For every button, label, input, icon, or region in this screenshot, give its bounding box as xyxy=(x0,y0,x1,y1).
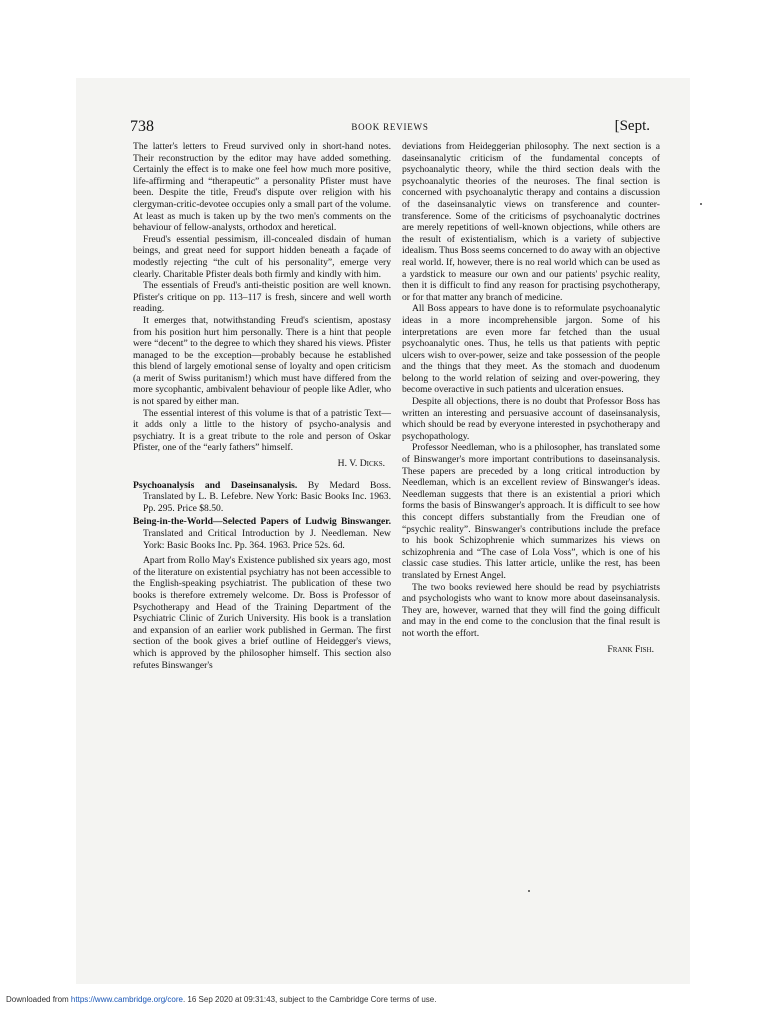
book-reference xyxy=(133,480,391,515)
core-link[interactable]: https://www.cambridge.org/core xyxy=(70,995,183,1004)
paragraph: The two books reviewed here should be read by psychiatrists and psychologists who want to know more about daseinsanalysis. They are, however, warned that they will find the going difficult and may in the end come to the conclusion that the final result is not worth the effort. xyxy=(402,581,660,639)
paragraph: deviations from Heideggerian philosophy. The next section is a daseinsanalytic criticism of the fundamental concepts of psychoanalytic theory, while the third section deals with the psychoanalytic theories of the neuroses. The final section is concerned with psychoanalytic therapy and contains a discussion of the daseinsanalytic views on transference and counter-transference. Some of the criticisms of psychoanalytic doctrines are merely repetitions of well-known objections, while others are the result of existentialism, which is a variety of subjective idealism. Thus Boss seems concerned to do away with an objective real world. If, however, there is no real world which can be used as a yardstick to measure our own and our patients' psychic reality, then it is difficult to find any reason for practising psychotherapy, or for that matter any branch of medicine. xyxy=(402,141,660,303)
paragraph: The essential interest of this volume is that of a patristic Text—it adds only a little to the history of psycho-analysis and psychiatry. It is a great tribute to the role and person of Oskar Pfister, one of the “early fathers” himself. xyxy=(133,407,391,454)
page-header xyxy=(130,118,650,140)
book-details: Translated and Critical Introduction by J. Needleman. New York: Basic Books Inc. Pp. 364. 1963. Price 52s. 6d. xyxy=(143,528,391,551)
book-title: Psychoanalysis and Daseinsanalysis. xyxy=(133,479,298,491)
header-month: [Sept. xyxy=(614,118,650,134)
reviewer-signature: Frank Fish. xyxy=(607,643,654,655)
footer-suffix: . 16 Sep 2020 at 09:31:43, subject to the Cambridge Core terms of use. xyxy=(182,995,437,1004)
book-title: Being-in-the-World—Selected Papers of Ludwig Binswanger. xyxy=(133,516,391,528)
left-column xyxy=(133,141,391,671)
running-title: BOOK REVIEWS xyxy=(351,122,429,132)
paragraph: The latter's letters to Freud survived only in short-hand notes. Their reconstruction by the editor may have added something. Certainly the effect is to make one feel how much more positive, life-affirming and “therapeutic” a personality Pfister must have been. Despite the title, Freud's dispute over religion with his clergyman-critic-devotee occupies only a small part of the volume. At least as much is taken up by the two men's comments on the behaviour of fellow-analysts, orthodox and heretical. xyxy=(133,141,391,234)
book-reference xyxy=(133,516,391,551)
paragraph: Apart from Rollo May's Existence published six years ago, most of the literature on existential psychiatry has not been accessible to the English-speaking psychiatrist. The publication of these two books is therefore extremely welcome. Dr. Boss is Professor of Psychotherapy and Head of the Training Department of the Psychiatric Clinic of Zurich University. His book is a translation and expansion of an earlier work published in German. The first section of the book gives a brief outline of Heidegger's views, which is approved by the philosopher himself. This section also refutes Binswanger's xyxy=(133,555,391,671)
download-footer xyxy=(6,995,436,1004)
footer-prefix: Downloaded from xyxy=(6,995,71,1004)
reviewer-signature: H. V. Dicks. xyxy=(337,458,385,470)
book-details: By Medard Boss. Translated by L. B. Lefebre. New York: Basic Books Inc. 1963. Pp. 295. Price $8.50. xyxy=(143,479,392,514)
right-column xyxy=(402,141,660,665)
paragraph: Freud's essential pessimism, ill-concealed disdain of human beings, and great need for support hidden beneath a façade of modestly rejecting “the cult of his personality”, emerge very clearly. Charitable Pfister deals both firmly and kindly with him. xyxy=(133,233,391,280)
paragraph: It emerges that, notwithstanding Freud's scientism, apostasy from his position hurt him personally. There is a hint that people were “decent” to the degree to which they shared his views. Pfister managed to be the exception—probably because he established this blend of largely emotional sense of loyalty and open criticism (a merit of Swiss puritanism!) which must have differed from the more sycophantic, ambivalent behaviour of people like Adler, who is not spared by either man. xyxy=(133,314,391,408)
paragraph: Despite all objections, there is no doubt that Professor Boss has written an interesting and persuasive account of daseinsanalysis, which should be read by everyone interested in psychotherapy and psychopathology. xyxy=(402,396,660,442)
page-number: 738 xyxy=(130,118,154,135)
scan-speck xyxy=(700,203,702,205)
paragraph: The essentials of Freud's anti-theistic position are well known. Pfister's critique on pp. 113–117 is fresh, sincere and well worth reading. xyxy=(133,280,391,315)
paragraph: Professor Needleman, who is a philosopher, has translated some of Binswanger's more important contributions to daseinsanalysis. These papers are preceded by a long critical introduction by Needleman, which is an excellent review of Binswanger's ideas. Needleman suggests that there is an existential a priori which forms the basis of Binswanger's approach. It is difficult to see how this concept differs substantially from the Freudian one of “psychic reality”. Binswanger's contributions include the preface to his book Schizophrenie which summarizes his views on schizophrenia and “The case of Lola Voss”, which is one of his classic case studies. This latter article, unlike the rest, has been translated by Ernest Angel. xyxy=(402,442,660,581)
paragraph: All Boss appears to have done is to reformulate psychoanalytic ideas in a more incomprehensible jargon. Some of his interpretations are even more far fetched than the usual psychoanalytic ones. Thus, he tells us that patients with peptic ulcers wish to over-power, seize and take possession of the people and the things that they meet. As the stomach and duodenum belong to the world relation of seizing and over-powering, they become overactive in such patients and ulceration ensues. xyxy=(402,303,660,396)
scan-speck xyxy=(528,890,530,892)
